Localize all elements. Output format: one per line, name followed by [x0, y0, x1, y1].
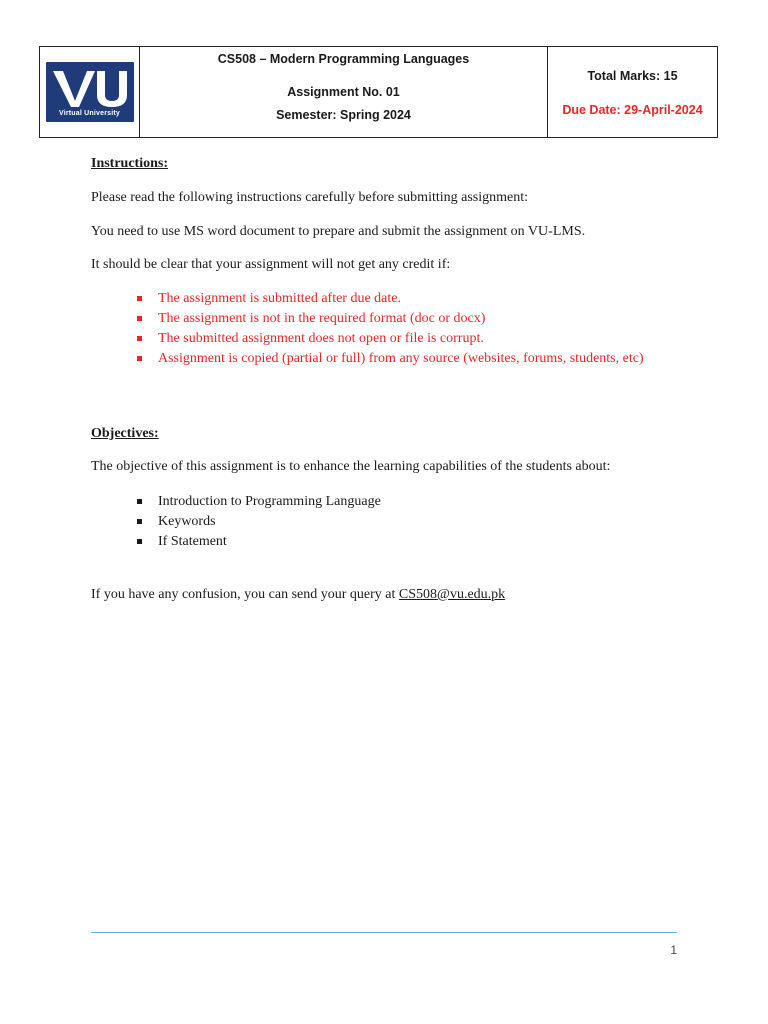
- list-item: The assignment is submitted after due date.: [91, 289, 677, 309]
- title-cell: [140, 47, 548, 138]
- credit-note: It should be clear that your assignment will not get any credit if:: [91, 257, 451, 272]
- bullet-icon: [137, 296, 142, 301]
- query-text: If you have any confusion, you can send your query at: [91, 587, 399, 602]
- objectives-intro: The objective of this assignment is to enhance the learning capabilities of the students about:: [91, 459, 611, 474]
- logo-cell: [40, 47, 140, 138]
- course-title: CS508 – Modern Programming Languages: [217, 52, 470, 66]
- vu-logo: [46, 62, 134, 122]
- bullet-icon: [137, 336, 142, 341]
- footer-divider: [91, 932, 677, 933]
- ms-word-note: You need to use MS word document to prepare and submit the assignment on VU-LMS.: [91, 224, 586, 239]
- page-number: 1: [670, 943, 677, 957]
- bullet-icon: [137, 316, 142, 321]
- instructions-heading: Instructions:: [91, 156, 169, 171]
- email-link[interactable]: CS508@vu.edu.pk: [398, 587, 506, 602]
- objectives-heading: Objectives:: [91, 426, 159, 441]
- bullet-icon: [137, 356, 142, 361]
- total-marks: Total Marks: 15: [587, 69, 678, 83]
- list-item: Keywords: [91, 512, 677, 532]
- list-item: The assignment is not in the required format (doc or docx): [91, 309, 677, 329]
- bullet-icon: [137, 499, 142, 504]
- logo-subtext: Virtual University: [58, 110, 121, 117]
- list-item: The submitted assignment does not open or file is corrupt.: [91, 329, 677, 349]
- bullet-icon: [137, 519, 142, 524]
- query-line: [91, 587, 677, 604]
- bullet-icon: [137, 539, 142, 544]
- vu-logo-mark: [51, 67, 129, 109]
- list-item: Introduction to Programming Language: [91, 492, 677, 512]
- list-item: Assignment is copied (partial or full) from any source (websites, forums, students, etc): [91, 349, 677, 369]
- header-table: [39, 46, 718, 138]
- list-item: If Statement: [91, 532, 677, 552]
- instructions-list: [91, 289, 677, 369]
- semester: Semester: Spring 2024: [276, 108, 411, 122]
- marks-cell: [548, 47, 718, 138]
- assignment-number: Assignment No. 01: [287, 85, 400, 99]
- due-date: Due Date: 29-April-2024: [562, 103, 703, 117]
- objectives-list: [91, 492, 677, 552]
- instructions-intro: Please read the following instructions carefully before submitting assignment:: [91, 190, 529, 205]
